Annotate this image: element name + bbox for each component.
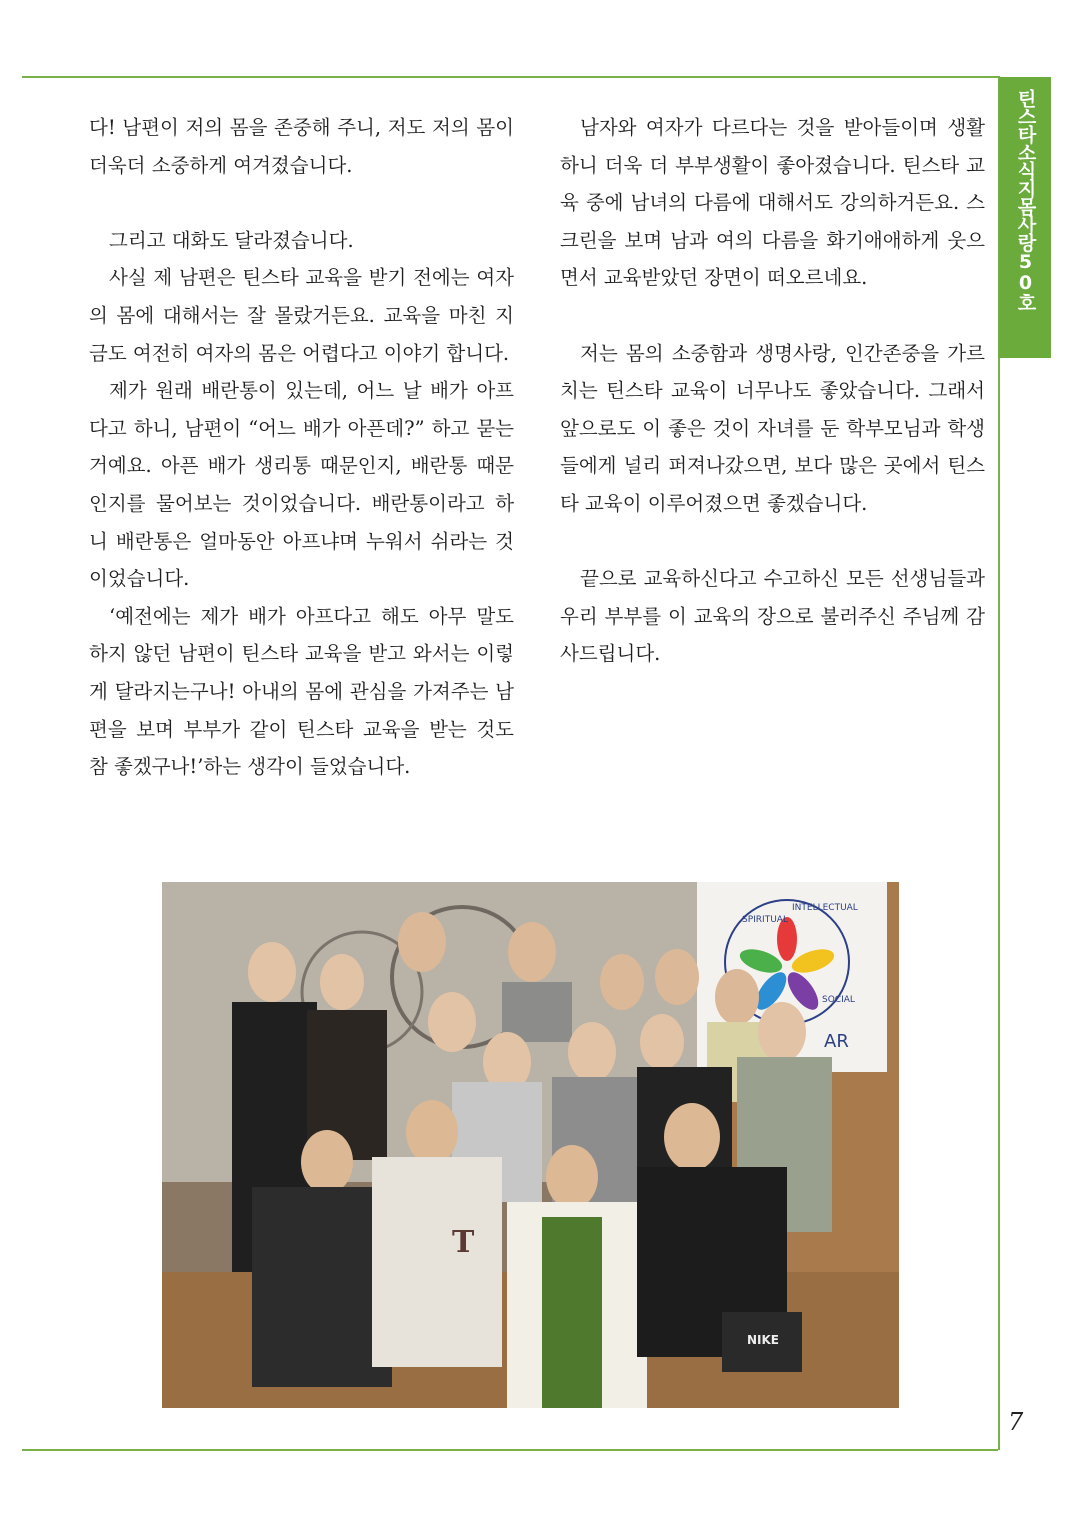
paragraph: 제가 원래 배란통이 있는데, 어느 날 배가 아프다고 하니, 남편이 “어느 배가 아픈데?” 하고 묻는 거예요. 아픈 배가 생리통 때문인지, 배란통 때문인지를 물어보는 것이었습니다. 배란통이라고 하니 배란통은 얼마동안 아프냐며 누워서 쉬라는 것이었습니다. bbox=[89, 379, 514, 591]
paragraph: 남자와 여자가 다르다는 것을 받아들이며 생활하니 더욱 더 부부생활이 좋아졌습니다. 틴스타 교육 중에 남녀의 다름에 대해서도 강의하거든요. 스크린을 보며 남과 여의 다름을 화기애애하게 웃으면서 교육받았던 장면이 떠오르네요. bbox=[560, 116, 985, 290]
paragraph: 다! 남편이 저의 몸을 존중해 주니, 저도 저의 몸이 더욱더 소중하게 여겨졌습니다. bbox=[89, 116, 514, 177]
banner-text-spiritual: SPIRITUAL bbox=[742, 915, 788, 925]
paragraph: 저는 몸의 소중함과 생명사랑, 인간존중을 가르치는 틴스타 교육이 너무나도 좋았습니다. 그래서 앞으로도 이 좋은 것이 자녀를 둔 학부모님과 학생들에게 널리 퍼져나갔으면, 보다 많은 곳에서 틴스타 교육이 이루어졌으면 좋겠습니다. bbox=[560, 341, 985, 515]
top-rule bbox=[22, 76, 998, 78]
banner-text-intellectual: INTELLECTUAL bbox=[792, 903, 858, 913]
banner-text-ar: AR bbox=[824, 1031, 849, 1052]
page-number: 7 bbox=[1008, 1408, 1024, 1436]
shirt-letter: T bbox=[452, 1225, 475, 1260]
right-column bbox=[560, 109, 985, 673]
left-column bbox=[89, 109, 514, 786]
bottom-rule bbox=[22, 1449, 998, 1451]
group-photo bbox=[162, 882, 899, 1408]
paragraph: 사실 제 남편은 틴스타 교육을 받기 전에는 여자의 몸에 대해서는 잘 몰랐거든요. 교육을 마친 지금도 여전히 여자의 몸은 어렵다고 이야기 합니다. bbox=[89, 266, 514, 365]
banner-text-social: SOCIAL bbox=[822, 995, 855, 1005]
paragraph: ‘예전에는 제가 배가 아프다고 해도 아무 말도 하지 않던 남편이 틴스타 교육을 받고 와서는 이렇게 달라지는구나! 아내의 몸에 관심을 가져주는 남편을 보며 부부가 같이 틴스타 교육을 받는 것도 참 좋겠구나!’하는 생각이 들었습니다. bbox=[89, 604, 514, 779]
paragraph: 끝으로 교육하신다고 수고하신 모든 선생님들과 우리 부부를 이 교육의 장으로 불러주신 주님께 감사드립니다. bbox=[560, 567, 985, 666]
sidebar-tab bbox=[999, 77, 1051, 358]
paragraph: 그리고 대화도 달라졌습니다. bbox=[109, 228, 354, 252]
people bbox=[232, 912, 832, 1408]
sidebar-label: 틴스타소식지몸사랑50호 bbox=[1014, 89, 1037, 311]
shoe-logo: NIKE bbox=[747, 1333, 780, 1347]
